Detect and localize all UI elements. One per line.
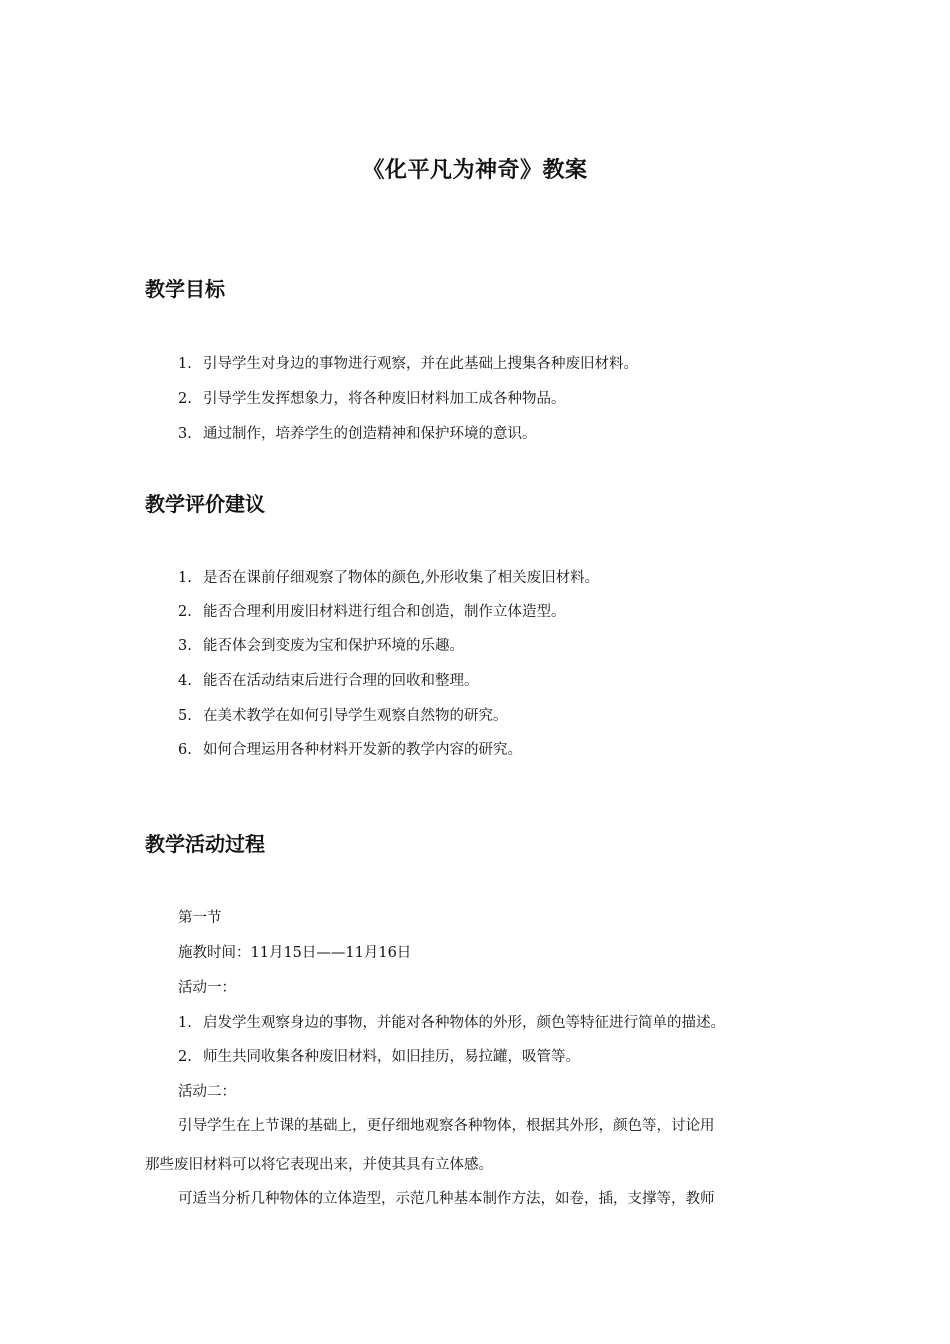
item-text: 引导学生对身边的事物进行观察，并在此基础上搜集各种废旧材料。 xyxy=(203,356,638,372)
objective-item xyxy=(178,352,638,373)
objective-item xyxy=(178,387,566,408)
item-number: 2. xyxy=(178,391,192,407)
activity-one-item xyxy=(178,1011,725,1032)
item-text: 能否合理利用废旧材料进行组合和创造，制作立体造型。 xyxy=(203,604,566,620)
evaluation-item xyxy=(178,634,464,655)
item-text: 师生共同收集各种废旧材料，如旧挂历，易拉罐，吸管等。 xyxy=(203,1049,580,1065)
item-number: 5. xyxy=(178,708,192,724)
paragraph-line: 可适当分析几种物体的立体造型，示范几种基本制作方法，如卷，插，支撑等，教师 xyxy=(178,1191,715,1207)
activity-two-label: 活动二： xyxy=(178,1084,236,1100)
evaluation-item xyxy=(178,600,566,621)
objectives-heading: 教学目标 xyxy=(145,277,225,301)
item-text: 启发学生观察身边的事物，并能对各种物体的外形，颜色等特征进行简单的描述。 xyxy=(203,1015,725,1031)
activity-one-label: 活动一： xyxy=(178,980,236,996)
item-text: 能否在活动结束后进行合理的回收和整理。 xyxy=(203,673,479,689)
evaluation-item xyxy=(178,704,508,725)
paragraph-line: 引导学生在上节课的基础上，更仔细地观察各种物体，根据其外形，颜色等，讨论用 xyxy=(178,1118,715,1134)
evaluation-item xyxy=(178,738,522,759)
item-text: 引导学生发挥想象力，将各种废旧材料加工成各种物品。 xyxy=(203,391,566,407)
document-title: 《化平凡为神奇》教案 xyxy=(362,158,588,183)
item-number: 2. xyxy=(178,604,192,620)
item-number: 1. xyxy=(178,356,192,372)
evaluation-item xyxy=(178,566,599,587)
item-text: 是否在课前仔细观察了物体的颜色,外形收集了相关废旧材料。 xyxy=(203,570,600,586)
objective-item xyxy=(178,422,537,443)
evaluation-heading: 教学评价建议 xyxy=(145,492,265,516)
item-number: 6. xyxy=(178,742,192,758)
item-text: 能否体会到变废为宝和保护环境的乐趣。 xyxy=(203,638,464,654)
item-number: 1. xyxy=(178,570,192,586)
evaluation-item xyxy=(178,669,479,690)
section-label: 第一节 xyxy=(178,910,222,926)
item-number: 4. xyxy=(178,673,192,689)
paragraph-line: 那些废旧材料可以将它表现出来，并使其具有立体感。 xyxy=(145,1157,493,1173)
item-text: 如何合理运用各种材料开发新的教学内容的研究。 xyxy=(203,742,522,758)
process-heading: 教学活动过程 xyxy=(145,832,265,856)
teaching-time: 施教时间：11月15日——11月16日 xyxy=(178,945,412,961)
item-text: 在美术教学在如何引导学生观察自然物的研究。 xyxy=(203,708,508,724)
item-number: 3. xyxy=(178,426,192,442)
item-number: 3. xyxy=(178,638,192,654)
item-text: 通过制作，培养学生的创造精神和保护环境的意识。 xyxy=(203,426,537,442)
activity-one-item xyxy=(178,1045,580,1066)
item-number: 1. xyxy=(178,1015,192,1031)
item-number: 2. xyxy=(178,1049,192,1065)
